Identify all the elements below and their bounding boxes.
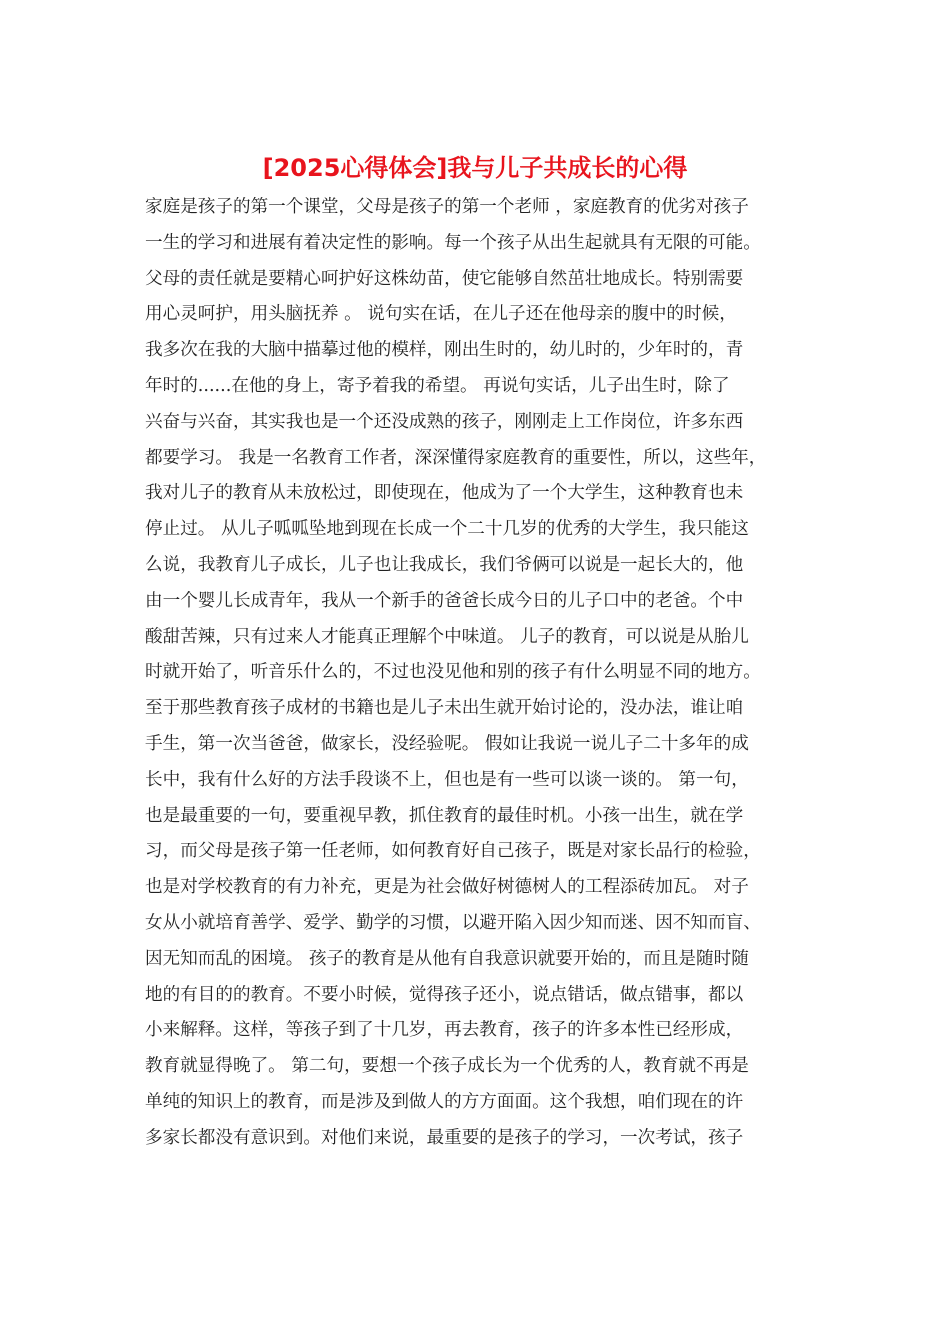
body-line: 家庭是孩子的第一个课堂，父母是孩子的第一个老师 ，家庭教育的优劣对孩子 xyxy=(145,197,749,217)
body-line: 手生，第一次当爸爸，做家长，没经验呢。 假如让我说一说儿子二十多年的成 xyxy=(145,733,749,754)
body-line: 酸甜苦辣，只有过来人才能真正理解个中味道。 儿子的教育，可以说是从胎儿 xyxy=(145,626,749,647)
body-line: 小来解释。这样，等孩子到了十几岁，再去教育，孩子的许多本性已经形成， xyxy=(145,1020,744,1041)
body-line: 至于那些教育孩子成材的书籍也是儿子未出生就开始讨论的，没办法，谁让咱 xyxy=(145,698,744,719)
body-line: 么说，我教育儿子成长，儿子也让我成长，我们爷俩可以说是一起长大的，他 xyxy=(145,554,744,575)
body-line: 教育就显得晚了。 第二句，要想一个孩子成长为一个优秀的人，教育就不再是 xyxy=(145,1056,749,1077)
body-line: 我对儿子的教育从未放松过，即使现在，他成为了一个大学生，这种教育也未 xyxy=(145,483,744,504)
body-line: 父母的责任就是要精心呵护好这株幼苗，使它能够自然茁壮地成长。特别需要 xyxy=(145,268,744,289)
body-line: 单纯的知识上的教育，而是涉及到做人的方方面面。这个我想，咱们现在的许 xyxy=(145,1091,744,1112)
body-line: 因无知而乱的困境。 孩子的教育是从他有自我意识就要开始的，而且是随时随 xyxy=(145,948,749,969)
body-line: 也是最重要的一句，要重视早教，抓住教育的最佳时机。小孩一出生，就在学 xyxy=(145,805,744,826)
body-line: 地的有目的的教育。不要小时候，觉得孩子还小，说点错话，做点错事，都以 xyxy=(145,984,744,1005)
body-line: 一生的学习和进展有着决定性的影响。每一个孩子从出生起就具有无限的可能。 xyxy=(145,232,761,253)
body-line: 多家长都没有意识到。对他们来说，最重要的是孩子的学习，一次考试，孩子 xyxy=(145,1127,744,1148)
document-body xyxy=(145,190,825,1157)
body-line: 女从小就培育善学、爱学、勤学的习惯，以避开陷入因少知而迷、因不知而盲、 xyxy=(145,912,761,933)
body-line: 停止过。 从儿子呱呱坠地到现在长成一个二十几岁的优秀的大学生，我只能这 xyxy=(145,519,749,540)
body-line: 年时的......在他的身上，寄予着我的希望。 再说句实话，儿子出生时，除了 xyxy=(145,375,730,396)
body-line: 习，而父母是孩子第一任老师，如何教育好自己孩子，既是对家长品行的检验， xyxy=(145,841,761,862)
body-line: 也是对学校教育的有力补充，更是为社会做好树德树人的工程添砖加瓦。 对子 xyxy=(145,877,749,898)
document-title: [2025心得体会]我与儿子共成长的心得 xyxy=(262,154,688,182)
body-line: 兴奋与兴奋，其实我也是一个还没成熟的孩子，刚刚走上工作岗位，许多东西 xyxy=(145,411,744,432)
body-line: 时就开始了，听音乐什么的，不过也没见他和别的孩子有什么明显不同的地方。 xyxy=(145,662,761,683)
body-line: 我多次在我的大脑中描摹过他的模样，刚出生时的，幼儿时的，少年时的，青 xyxy=(145,340,744,361)
body-line: 用心灵呵护，用头脑抚养 。 说句实在话，在儿子还在他母亲的腹中的时候， xyxy=(145,304,737,325)
body-line: 长中，我有什么好的方法手段谈不上，但也是有一些可以谈一谈的。 第一句， xyxy=(145,769,749,790)
body-line: 都要学习。 我是一名教育工作者，深深懂得家庭教育的重要性，所以，这些年， xyxy=(145,447,767,468)
body-line: 由一个婴儿长成青年，我从一个新手的爸爸长成今日的儿子口中的老爸。个中 xyxy=(145,590,744,611)
